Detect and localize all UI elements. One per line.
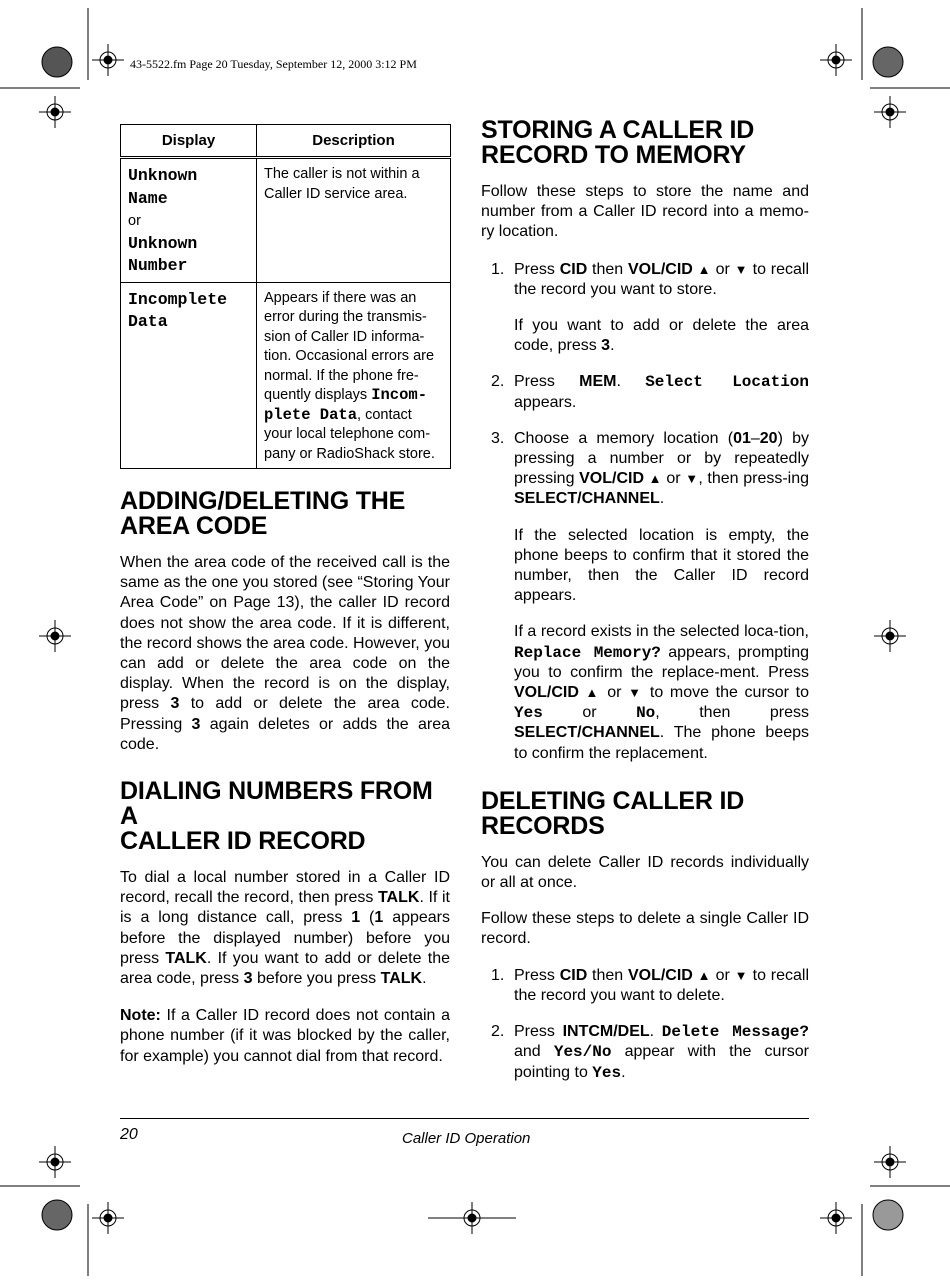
heading-line: ADDING/DELETING THE [120, 487, 406, 515]
text: , then press [655, 704, 809, 722]
text: Press [514, 260, 560, 278]
key-label: 3 [170, 695, 180, 713]
footer-rule [120, 1118, 809, 1119]
display-line: Name [128, 188, 168, 208]
table-cell-description [257, 282, 451, 469]
text: . [616, 373, 646, 391]
note-label: Note: [120, 1007, 161, 1025]
deleting-paragraph: Follow these steps to delete a single Caller ID record. [481, 910, 809, 948]
key-label: VOL/CID [579, 470, 645, 488]
down-arrow-icon: ▼ [628, 685, 644, 701]
text: to recall the record you want to store. [514, 260, 810, 298]
display-text: Replace Memory? [514, 643, 661, 662]
key-label: MEM [579, 373, 617, 391]
step-note [514, 622, 809, 763]
up-arrow-icon: ▲ [697, 261, 711, 277]
key-label: CID [559, 260, 588, 278]
note-paragraph [120, 1006, 450, 1067]
storing-steps [481, 260, 809, 764]
down-arrow-icon: ▼ [734, 967, 748, 983]
table-cell-description: The caller is not within a Caller ID service area. [257, 158, 451, 283]
text: then [587, 260, 628, 278]
table-row [121, 158, 451, 283]
display-table [120, 124, 451, 469]
text: . [422, 970, 427, 988]
key-label: 1 [374, 909, 384, 927]
heading-line: CALLER ID RECORD [120, 827, 366, 856]
text: – [750, 429, 760, 447]
key-label: VOL/CID [627, 966, 693, 984]
heading-line: DELETING CALLER ID [481, 786, 745, 815]
text: or [661, 470, 686, 488]
down-arrow-icon: ▼ [734, 261, 748, 277]
key-label: TALK [377, 889, 420, 907]
text: To dial a local number stored in a Caller ID record, recall the record, then press [120, 869, 450, 907]
table-cell-display [121, 158, 257, 283]
key-label: SELECT/CHANNEL [514, 724, 660, 742]
heading-line: AREA CODE [120, 512, 268, 540]
text: If you want to add or delete the area code, press [514, 317, 809, 355]
text: appears. [514, 393, 577, 411]
text: to add or delete the area code. Pressing [120, 695, 450, 733]
key-label: INTCM/DEL [562, 1023, 650, 1041]
text: Press [514, 373, 580, 391]
right-column [481, 118, 809, 1083]
section-heading-storing [481, 118, 809, 168]
step-number: 2. [491, 1023, 505, 1041]
key-label: TALK [380, 970, 423, 988]
description-text: Appears if there was an error during the transmis-sion of Caller ID informa-tion. Occasional errors are normal. If the phone fre-quently displays [264, 289, 435, 403]
text: . [610, 337, 615, 355]
text: Press [514, 1023, 563, 1041]
text: and [514, 1043, 554, 1061]
heading-line: RECORD TO MEMORY [481, 141, 746, 169]
display-line: Incomplete [128, 289, 228, 309]
key-label: 3 [243, 970, 253, 988]
text: then [587, 966, 628, 984]
text: to recall the record you want to delete. [514, 966, 810, 1004]
down-arrow-icon: ▼ [685, 471, 699, 487]
key-label: 1 [351, 909, 361, 927]
key-label: 3 [601, 337, 611, 355]
step-number: 2. [491, 373, 505, 391]
display-line: Unknown [128, 233, 198, 253]
description-text: , contact your local telephone com-pany or RadioShack store. [264, 406, 435, 462]
display-text: Yes [514, 704, 543, 723]
section-heading-deleting [481, 786, 809, 840]
display-text: Select Location [645, 373, 810, 392]
display-text: No [636, 704, 656, 723]
text: If a Caller ID record does not contain a phone number (if it was blocked by the caller, for example) you cannot dial from that record. [120, 1007, 450, 1065]
text: or [600, 684, 629, 702]
step-number: 1. [491, 966, 505, 984]
key-label: 01 [733, 429, 751, 447]
text: , then press-ing [698, 470, 810, 488]
text: When the area code of the received call is the same as the one you stored (see “Storing Your Area Code” on Page 13), the caller ID record does not show the area code. If it is different, the record shows the area code. However, you can add or delete the area code on the display. When the record is on the display, press [120, 554, 450, 713]
dialing-paragraph [120, 868, 450, 989]
text: or [710, 966, 735, 984]
text: appears, prompting you to confirm the replace-ment. Press [514, 643, 809, 681]
storing-intro: Follow these steps to store the name and number from a Caller ID record into a memo-ry location. [481, 183, 809, 241]
list-item [481, 1022, 809, 1083]
running-footer: Caller ID Operation [402, 1130, 531, 1147]
text: appear with the cursor pointing to [514, 1043, 810, 1081]
list-item [481, 966, 809, 1006]
up-arrow-icon: ▲ [585, 685, 601, 701]
heading-line: RECORDS [481, 811, 605, 840]
list-item [481, 260, 809, 357]
step-note [514, 316, 809, 356]
text: or [542, 704, 637, 722]
text: Choose a memory location ( [514, 429, 734, 447]
text: before you press [252, 970, 381, 988]
text: appears before the displayed number) before you press [120, 909, 451, 967]
display-line: Number [128, 256, 188, 275]
text: . [649, 1023, 662, 1041]
list-item [481, 372, 809, 412]
key-label: 20 [759, 429, 778, 447]
deleting-steps [481, 966, 809, 1083]
text: If a record exists in the selected loca-tion, [514, 623, 809, 641]
text: ) by pressing a number or by repeatedly pressing [514, 429, 809, 488]
key-label: VOL/CID [627, 260, 693, 278]
text: . If you want to add or delete the area code, press [120, 949, 450, 988]
step-number: 1. [491, 260, 505, 278]
key-label: 3 [191, 715, 201, 733]
heading-line: DIALING NUMBERS FROM A [120, 777, 433, 831]
step-number: 3. [491, 429, 505, 447]
text: . [621, 1063, 626, 1081]
table-header-display: Display [121, 125, 257, 158]
up-arrow-icon: ▲ [648, 471, 662, 487]
display-text: Yes [592, 1063, 622, 1082]
text: or [710, 260, 735, 278]
table-row [121, 282, 451, 469]
table-cell-display [121, 282, 257, 469]
text: Press [514, 966, 560, 984]
key-label: CID [559, 966, 588, 984]
print-header: 43-5522.fm Page 20 Tuesday, September 12, 2000 3:12 PM [130, 57, 417, 71]
display-text: Incom-plete Data [264, 386, 428, 424]
key-label: VOL/CID [514, 684, 579, 702]
deleting-paragraph: You can delete Caller ID records individually or all at once. [481, 853, 809, 892]
text: ( [360, 909, 375, 927]
display-line: Data [128, 312, 168, 331]
section-heading-dialing [120, 779, 450, 854]
text: . The phone beeps to confirm the replacement. [514, 724, 809, 762]
text: again deletes or adds the area code. [120, 715, 450, 753]
key-label: SELECT/CHANNEL [514, 490, 660, 508]
text: . [659, 490, 665, 508]
section-heading-adding [120, 489, 450, 539]
step-note: If the selected location is empty, the phone beeps to confirm that it stored the number, then the Caller ID record appears. [514, 526, 809, 605]
list-item [481, 429, 809, 764]
up-arrow-icon: ▲ [697, 967, 711, 983]
table-header-description: Description [257, 125, 451, 158]
text: . If it is a long distance call, press [120, 889, 450, 927]
left-column [120, 118, 450, 1067]
adding-paragraph [120, 553, 450, 755]
text: to move the cursor to [643, 684, 809, 702]
display-text: Delete Message? [661, 1023, 810, 1042]
heading-line: STORING A CALLER ID [481, 116, 755, 144]
display-line: Unknown [128, 166, 198, 185]
display-line: or [128, 213, 141, 229]
page-number: 20 [120, 1126, 138, 1143]
display-text: Yes/No [553, 1043, 612, 1062]
key-label: TALK [165, 949, 207, 967]
